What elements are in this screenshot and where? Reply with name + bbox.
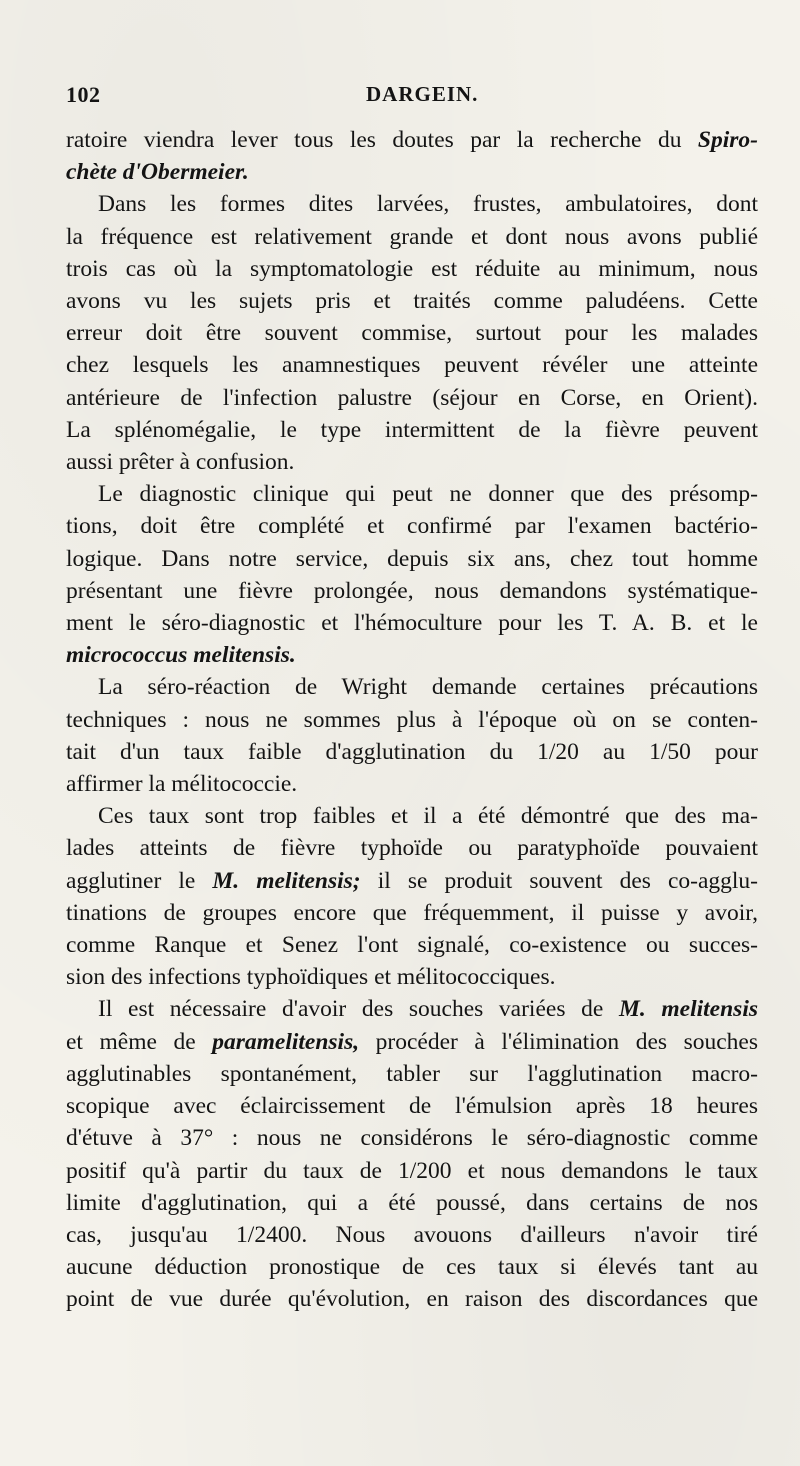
- text-segment: d'étuve à 37° : nous ne considérons le séro-diagnostic comme: [66, 1125, 758, 1152]
- text-line: [66, 1026, 758, 1058]
- italic-term: M. melitensis: [618, 996, 758, 1023]
- text-segment: Ces taux sont trop faibles et il a été démontré que des ma-: [98, 803, 758, 830]
- text-segment: et même de: [66, 1028, 213, 1055]
- text-segment: logique. Dans notre service, depuis six ans, chez tout homme: [66, 545, 758, 572]
- text-segment: trois cas où la symptomatologie est réduite au minimum, nous: [66, 255, 758, 282]
- italic-term: Spiro-: [697, 127, 758, 153]
- text-line: [66, 156, 758, 188]
- text-line: [66, 832, 758, 864]
- text-line: [66, 1090, 758, 1122]
- text-segment: erreur doit être souvent commise, surtout pour les malades: [66, 320, 758, 347]
- text-line: [66, 188, 758, 220]
- text-segment: sion des infections typhoïdiques et mélitococciques.: [66, 964, 556, 991]
- text-segment: la fréquence est relativement grande et dont nous avons publié: [66, 223, 758, 250]
- body-text: [66, 124, 758, 1316]
- text-line: [66, 704, 758, 736]
- text-line: [66, 124, 758, 156]
- text-segment: antérieure de l'infection palustre (séjour en Corse, en Orient).: [66, 384, 758, 411]
- text-segment: affirmer la mélitococcie.: [66, 771, 298, 798]
- text-segment: tait d'un taux faible d'agglutination du 1/20 au 1/50 pour: [66, 738, 758, 765]
- text-line: [66, 639, 758, 671]
- text-segment: Le diagnostic clinique qui peut ne donner que des présomp-: [98, 481, 758, 508]
- text-segment: procéder à l'élimination des souches: [359, 1028, 758, 1055]
- page-number: 102: [66, 82, 101, 107]
- text-segment: il se produit souvent des co-agglu-: [360, 867, 758, 894]
- text-line: [66, 510, 758, 542]
- text-segment: cas, jusqu'au 1/2400. Nous avouons d'ailleurs n'avoir tiré: [66, 1221, 758, 1248]
- text-segment: tinations de groupes encore que fréquemment, il puisse y avoir,: [66, 899, 758, 926]
- text-segment: La séro-réaction de Wright demande certaines précautions: [98, 674, 758, 701]
- text-segment: techniques : nous ne sommes plus à l'époque où on se conten-: [66, 706, 758, 733]
- text-segment: positif qu'à partir du taux de 1/200 et nous demandons le taux: [66, 1157, 758, 1184]
- text-line: [66, 961, 758, 993]
- text-segment: ment le séro-diagnostic et l'hémoculture pour les T. A. B. et le: [66, 610, 758, 637]
- text-segment: avons vu les sujets pris et traités comme paludéens. Cette: [66, 288, 758, 315]
- text-segment: lades atteints de fièvre typhoïde ou paratyphoïde pouvaient: [66, 835, 758, 862]
- text-line: [66, 607, 758, 639]
- text-segment: agglutiner le: [66, 867, 213, 894]
- text-line: [66, 768, 758, 800]
- text-line: [66, 993, 758, 1025]
- text-line: [66, 800, 758, 832]
- text-segment: scopique avec éclaircissement de l'émulsion après 18 heures: [66, 1093, 758, 1120]
- text-line: [66, 736, 758, 768]
- text-line: [66, 382, 758, 414]
- text-line: [66, 478, 758, 510]
- text-segment: tions, doit être complété et confirmé par l'examen bactério-: [66, 513, 758, 540]
- text-line: [66, 1187, 758, 1219]
- text-line: [66, 253, 758, 285]
- text-segment: aussi prêter à confusion.: [66, 449, 295, 476]
- text-segment: Dans les formes dites larvées, frustes, ambulatoires, dont: [98, 191, 758, 218]
- text-line: [66, 1155, 758, 1187]
- text-segment: agglutinables spontanément, tabler sur l'agglutination macro-: [66, 1060, 758, 1087]
- text-line: [66, 1283, 758, 1315]
- text-line: [66, 1058, 758, 1090]
- text-segment: comme Ranque et Senez l'ont signalé, co-existence ou succes-: [66, 932, 758, 959]
- text-segment: La splénomégalie, le type intermittent de la fièvre peuvent: [66, 416, 758, 443]
- text-line: [66, 414, 758, 446]
- text-line: [66, 897, 758, 929]
- text-segment: chez lesquels les anamnestiques peuvent révéler une atteinte: [66, 352, 758, 379]
- text-line: [66, 671, 758, 703]
- text-line: [66, 285, 758, 317]
- page-header: [66, 82, 756, 114]
- italic-term: micrococcus melitensis.: [66, 642, 296, 669]
- text-line: [66, 929, 758, 961]
- text-line: [66, 1122, 758, 1154]
- text-segment: Il est nécessaire d'avoir des souches variées de: [98, 996, 619, 1023]
- text-line: [66, 1251, 758, 1283]
- text-line: [66, 865, 758, 897]
- italic-term: M. melitensis;: [212, 867, 361, 894]
- text-line: [66, 317, 758, 349]
- text-line: [66, 543, 758, 575]
- text-line: [66, 446, 758, 478]
- running-head: DARGEIN.: [366, 82, 479, 106]
- text-line: [66, 349, 758, 381]
- text-segment: présentant une fièvre prolongée, nous demandons systématique-: [66, 577, 758, 604]
- text-segment: ratoire viendra lever tous les doutes par la recherche du: [66, 127, 698, 153]
- text-segment: limite d'agglutination, qui a été poussé, dans certains de nos: [66, 1189, 758, 1216]
- text-line: [66, 1219, 758, 1251]
- text-segment: point de vue durée qu'évolution, en raison des discordances que: [66, 1286, 758, 1313]
- text-segment: aucune déduction pronostique de ces taux si élevés tant au: [66, 1254, 758, 1281]
- text-line: [66, 575, 758, 607]
- italic-term: chète d'Obermeier.: [66, 159, 249, 186]
- italic-term: paramelitensis,: [212, 1028, 360, 1055]
- text-line: [66, 221, 758, 253]
